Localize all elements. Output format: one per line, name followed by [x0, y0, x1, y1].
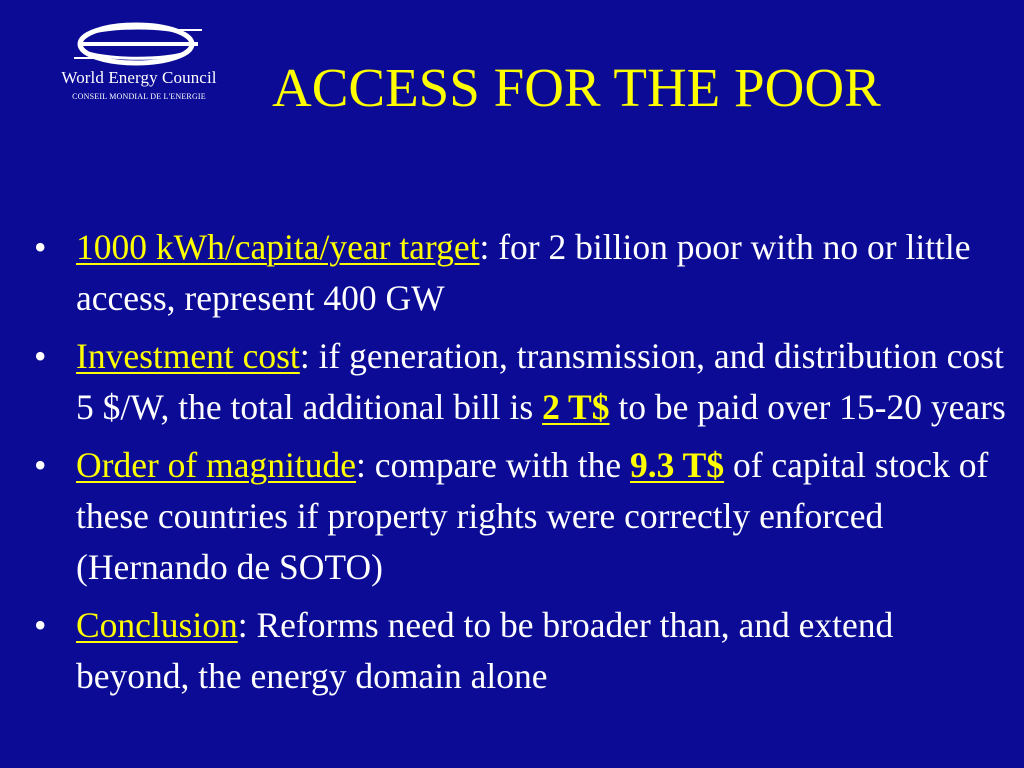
bullet-dot-icon: • [34, 605, 47, 645]
bullet-text: if generation, transmission, and distribution cost 5 $/W, the total additional bill is [76, 336, 1004, 427]
bullet-dot-icon: • [34, 336, 47, 376]
bullet-separator: : [479, 227, 490, 267]
world-energy-council-logo [34, 20, 244, 112]
bullet-separator: : [237, 605, 248, 645]
bullet-item-target [0, 222, 1024, 324]
bullet-dot-icon: • [34, 227, 47, 267]
bullet-item-investment-cost [0, 331, 1024, 433]
bullet-item-conclusion [0, 600, 1024, 702]
logo-subtitle: CONSEIL MONDIAL DE L'ENERGIE [72, 92, 206, 101]
bullet-separator: : [299, 336, 310, 376]
bullet-separator: : [355, 445, 366, 485]
bullet-highlight: 9.3 T$ [630, 445, 725, 485]
bullet-dot-icon: • [34, 445, 47, 485]
bullet-text: for 2 billion poor with no or little access, represent 400 GW [76, 227, 971, 318]
bullet-key: Investment cost [76, 336, 300, 376]
bullet-item-order-of-magnitude [0, 440, 1024, 593]
logo-name: World Energy Council [61, 68, 217, 87]
bullet-list [0, 222, 1024, 709]
bullet-text-after: to be paid over 15-20 years [609, 387, 1006, 427]
bullet-key: Order of magnitude [76, 445, 356, 485]
bullet-text: Reforms need to be broader than, and extend beyond, the energy domain alone [76, 605, 894, 696]
bullet-key: 1000 kWh/capita/year target [76, 227, 480, 267]
slide-title: ACCESS FOR THE POOR [272, 57, 881, 118]
bullet-text: compare with the [365, 445, 631, 485]
bullet-key: Conclusion [76, 605, 238, 645]
bullet-highlight: 2 T$ [542, 387, 610, 427]
bullet-text-after: of capital stock of these countries if property rights were correctly enforced (Hernando de SOTO) [76, 445, 989, 587]
globe-logo-icon [74, 22, 204, 66]
